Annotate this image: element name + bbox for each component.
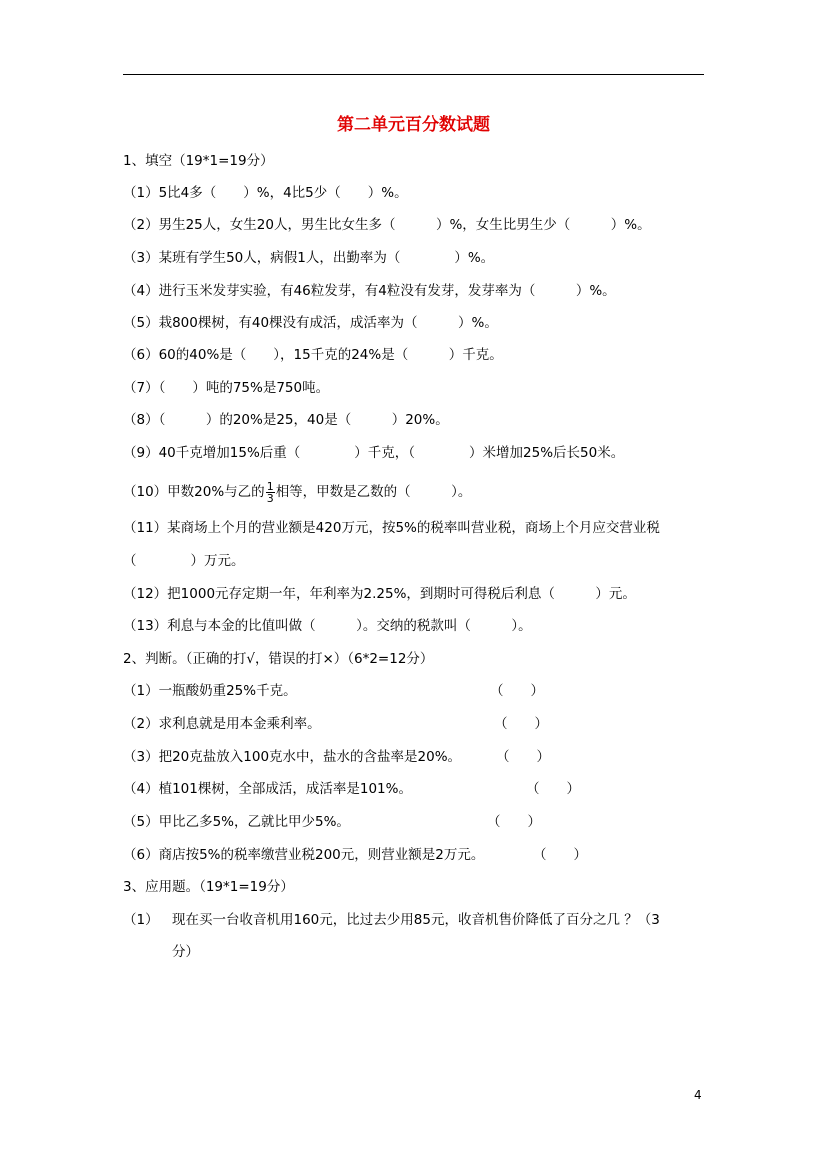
fill-item-7: （7）（ ）吨的75%是750吨。	[123, 380, 330, 396]
fill-item-5: （5）栽800棵树，有40棵没有成活，成活率为（ ）%。	[123, 315, 498, 331]
fill-item-4: （4）进行玉米发芽实验，有46粒发芽，有4粒没有发芽，发芽率为（ ）%。	[123, 283, 616, 299]
section1-heading: 1、填空（19*1=19分）	[123, 153, 274, 169]
fill-item-11: （11）某商场上个月的营业额是420万元，按5%的税率叫营业税，商场上个月应交营业税	[123, 520, 660, 536]
judge-answer-2: （ ）	[494, 716, 548, 732]
fraction-one-third	[266, 481, 275, 504]
fill-item-11-continued: （ ）万元。	[123, 553, 245, 569]
fill-item-10-text-before: （10）甲数20%与乙的	[123, 484, 265, 500]
fill-item-1: （1）5比4多（ ）%，4比5少（ ）%。	[123, 185, 408, 201]
word-problem-1-number: （1）	[123, 912, 159, 928]
header-rule	[123, 74, 704, 75]
section3-heading: 3、应用题。（19*1=19分）	[123, 879, 294, 895]
fill-item-13: （13）利息与本金的比值叫做（ ）。交纳的税款叫（ ）。	[123, 618, 532, 634]
fill-item-12: （12）把1000元存定期一年，年利率为2.25%，到期时可得税后利息（ ）元。	[123, 586, 636, 602]
section2-heading: 2、判断。（正确的打√，错误的打×）（6*2=12分）	[123, 651, 434, 667]
fill-item-6: （6）60的40%是（ ），15千克的24%是（ ）千克。	[123, 347, 503, 363]
judge-item-2: （2）求利息就是用本金乘利率。	[123, 716, 321, 732]
judge-answer-4: （ ）	[526, 781, 580, 797]
judge-answer-1: （ ）	[490, 683, 544, 699]
fill-item-3: （3）某班有学生50人，病假1人，出勤率为（ ）%。	[123, 250, 495, 266]
fill-item-10	[123, 475, 471, 509]
judge-item-1: （1）一瓶酸奶重25%千克。	[123, 683, 297, 699]
judge-item-5: （5）甲比乙多5%，乙就比甲少5%。	[123, 814, 350, 830]
word-problem-1-text: 现在买一台收音机用160元，比过去少用85元，收音机售价降低了百分之几 ？（3	[172, 912, 660, 928]
fill-item-9: （9）40千克增加15%后重（ ）千克，（ ）米增加25%后长50米。	[123, 445, 625, 461]
judge-item-3: （3）把20克盐放入100克水中，盐水的含盐率是20%。	[123, 749, 462, 765]
judge-answer-3: （ ）	[496, 749, 550, 765]
fill-item-10-text-after: 相等，甲数是乙数的（ ）。	[275, 484, 472, 500]
judge-answer-6: （ ）	[533, 847, 587, 863]
fill-item-2: （2）男生25人，女生20人，男生比女生多（ ）%，女生比男生少（ ）%。	[123, 217, 651, 233]
fraction-numerator: 1	[266, 479, 274, 493]
fraction-denominator: 3	[266, 491, 274, 505]
page-title: 第二单元百分数试题	[337, 115, 490, 135]
fill-item-8: （8）（ ）的20%是25，40是（ ）20%。	[123, 412, 449, 428]
page-number: 4	[694, 1088, 702, 1102]
judge-item-6: （6）商店按5%的税率缴营业税200元，则营业额是2万元。	[123, 847, 485, 863]
word-problem-1-text-continued: 分）	[172, 944, 199, 960]
judge-item-4: （4）植101棵树，全部成活，成活率是101%。	[123, 781, 412, 797]
judge-answer-5: （ ）	[487, 814, 541, 830]
